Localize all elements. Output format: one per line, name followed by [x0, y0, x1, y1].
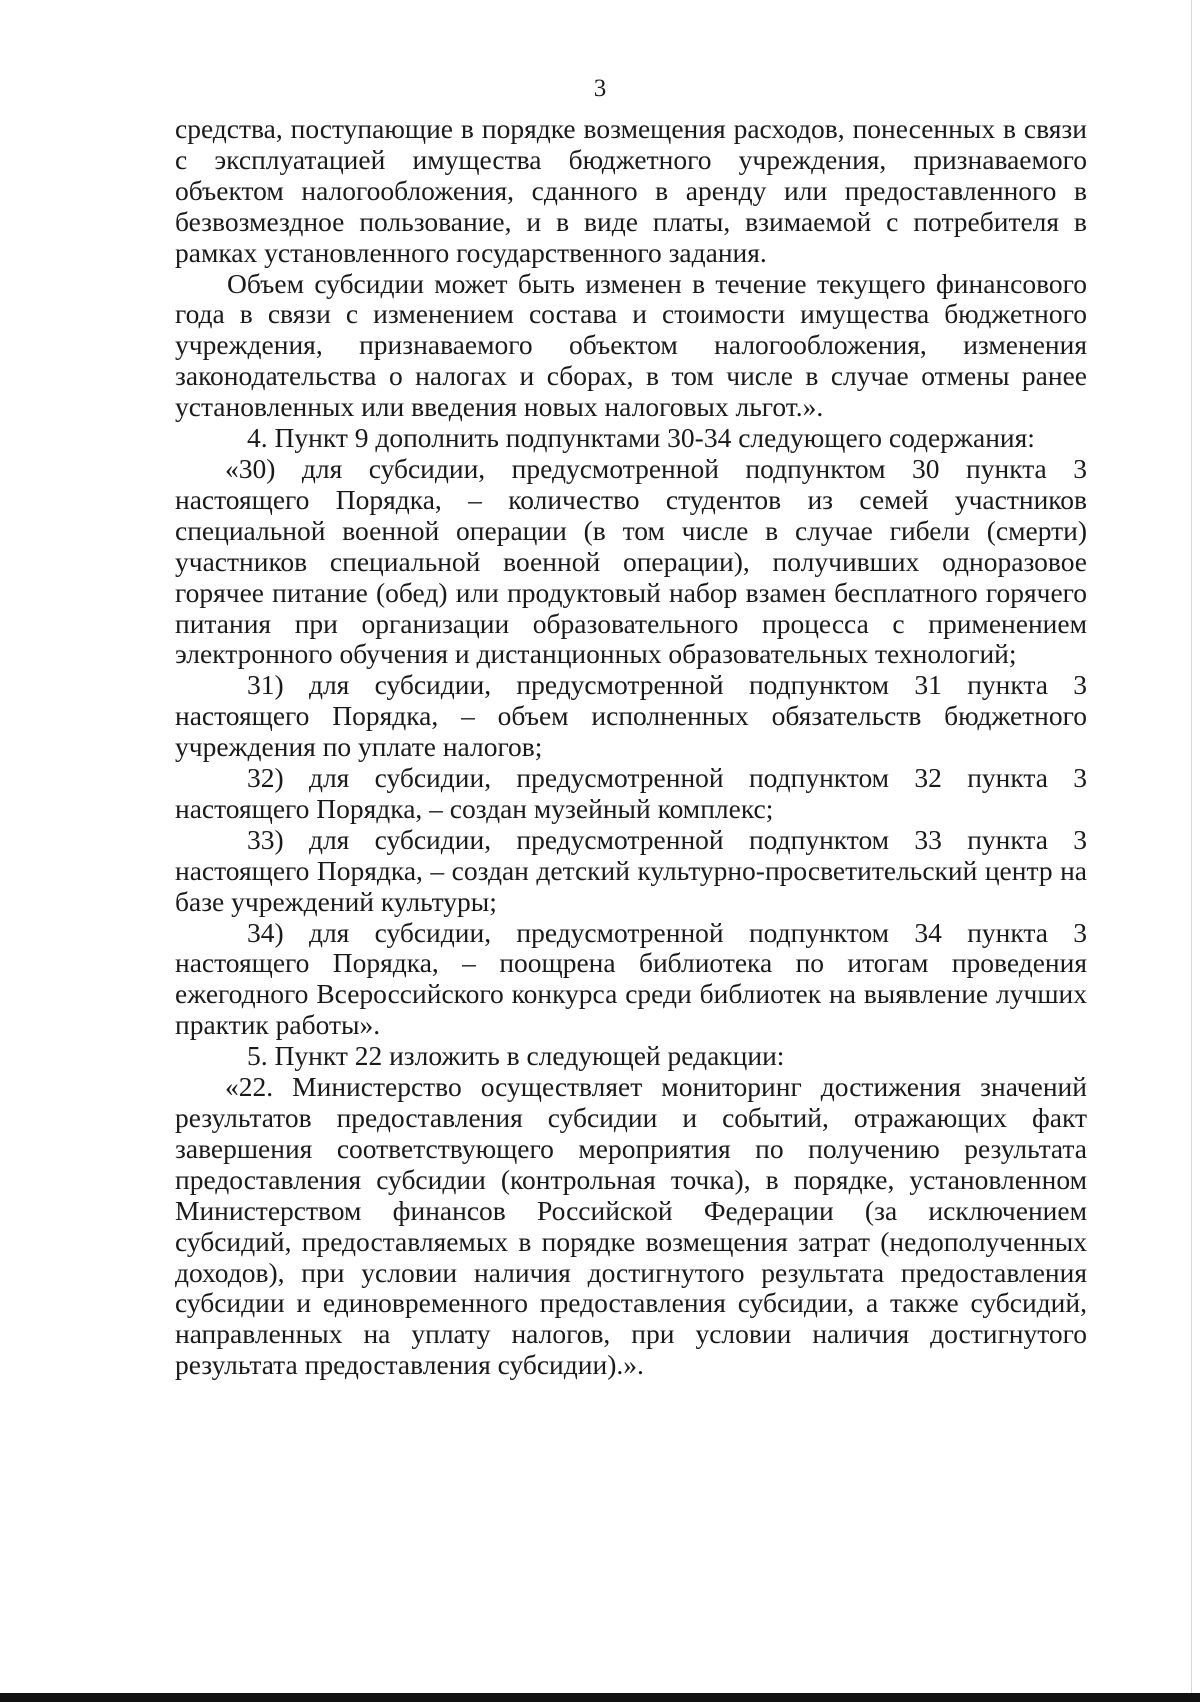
- paragraph-subitem-32: 32) для субсидии, предусмотренной подпунктом 32 пункта 3 настоящего Порядка, – создан музейный комплекс;: [175, 762, 1087, 824]
- paragraph-item-22: «22. Министерство осуществляет мониторинг достижения значений результатов предоставления субсидии и событий, отражающих факт завершения соответствующего мероприятия по получению результата предоставления субсидии (контрольная точка), в порядке, установленном Министерством финансов Российской Федерации (за исключением субсидий, предоставляемых в порядке возмещения затрат (недополученных доходов), при условии наличия достигнутого результата предоставления субсидии и единовременного предоставления субсидии, а также субсидий, направленных на уплату налогов, при условии наличия достигнутого результата предоставления субсидии).».: [175, 1071, 1087, 1381]
- paragraph-subsidy-volume: Объем субсидии может быть изменен в течение текущего финансового года в связи с изменением состава и стоимости имущества бюджетного учреждения, признаваемого объектом налогообложения, изменения законодательства о налогах и сборах, в том числе в случае отмены ранее установленных или введения новых налоговых льгот.».: [175, 267, 1087, 423]
- paragraph-subitem-31: 31) для субсидии, предусмотренной подпунктом 31 пункта 3 настоящего Порядка, – объем исполненных обязательств бюджетного учреждения по уплате налогов;: [175, 669, 1087, 763]
- paragraph-subitem-34: 34) для субсидии, предусмотренной подпунктом 34 пункта 3 настоящего Порядка, – поощрена библиотека по итогам проведения ежегодного Всероссийского конкурса среди библиотек на выявление лучших практик работы».: [175, 916, 1087, 1041]
- paragraph-item-5: 5. Пункт 22 изложить в следующей редакции:: [247, 1040, 785, 1072]
- paragraph-revenue-sources: средства, поступающие в порядке возмещения расходов, понесенных в связи с эксплуатацией имущества бюджетного учреждения, признаваемого объектом налогообложения, сданного в аренду или предоставленного в безвозмездное пользование, и в виде платы, взимаемой с потребителя в рамках установленного государственного задания.: [175, 113, 1087, 268]
- scan-bottom-border: [0, 1693, 1200, 1702]
- paragraph-item-4: 4. Пункт 9 дополнить подпунктами 30-34 следующего содержания:: [247, 422, 1035, 454]
- paragraph-subitem-33: 33) для субсидии, предусмотренной подпунктом 33 пункта 3 настоящего Порядка, – создан детский культурно-просветительский центр на базе учреждений культуры;: [175, 823, 1087, 917]
- page-number: 3: [593, 75, 607, 102]
- scan-edge-line: [1191, 0, 1192, 1693]
- paragraph-subitem-30: «30) для субсидии, предусмотренной подпунктом 30 пункта 3 настоящего Порядка, – количество студентов из семей участников специальной военной операции (в том числе в случае гибели (смерти) участников специальной военной операции), получивших одноразовое горячее питание (обед) или продуктовый набор взамен бесплатного горячего питания при организации образовательного процесса с применением электронного обучения и дистанционных образовательных технологий;: [175, 452, 1087, 670]
- document-body: [175, 114, 1087, 1381]
